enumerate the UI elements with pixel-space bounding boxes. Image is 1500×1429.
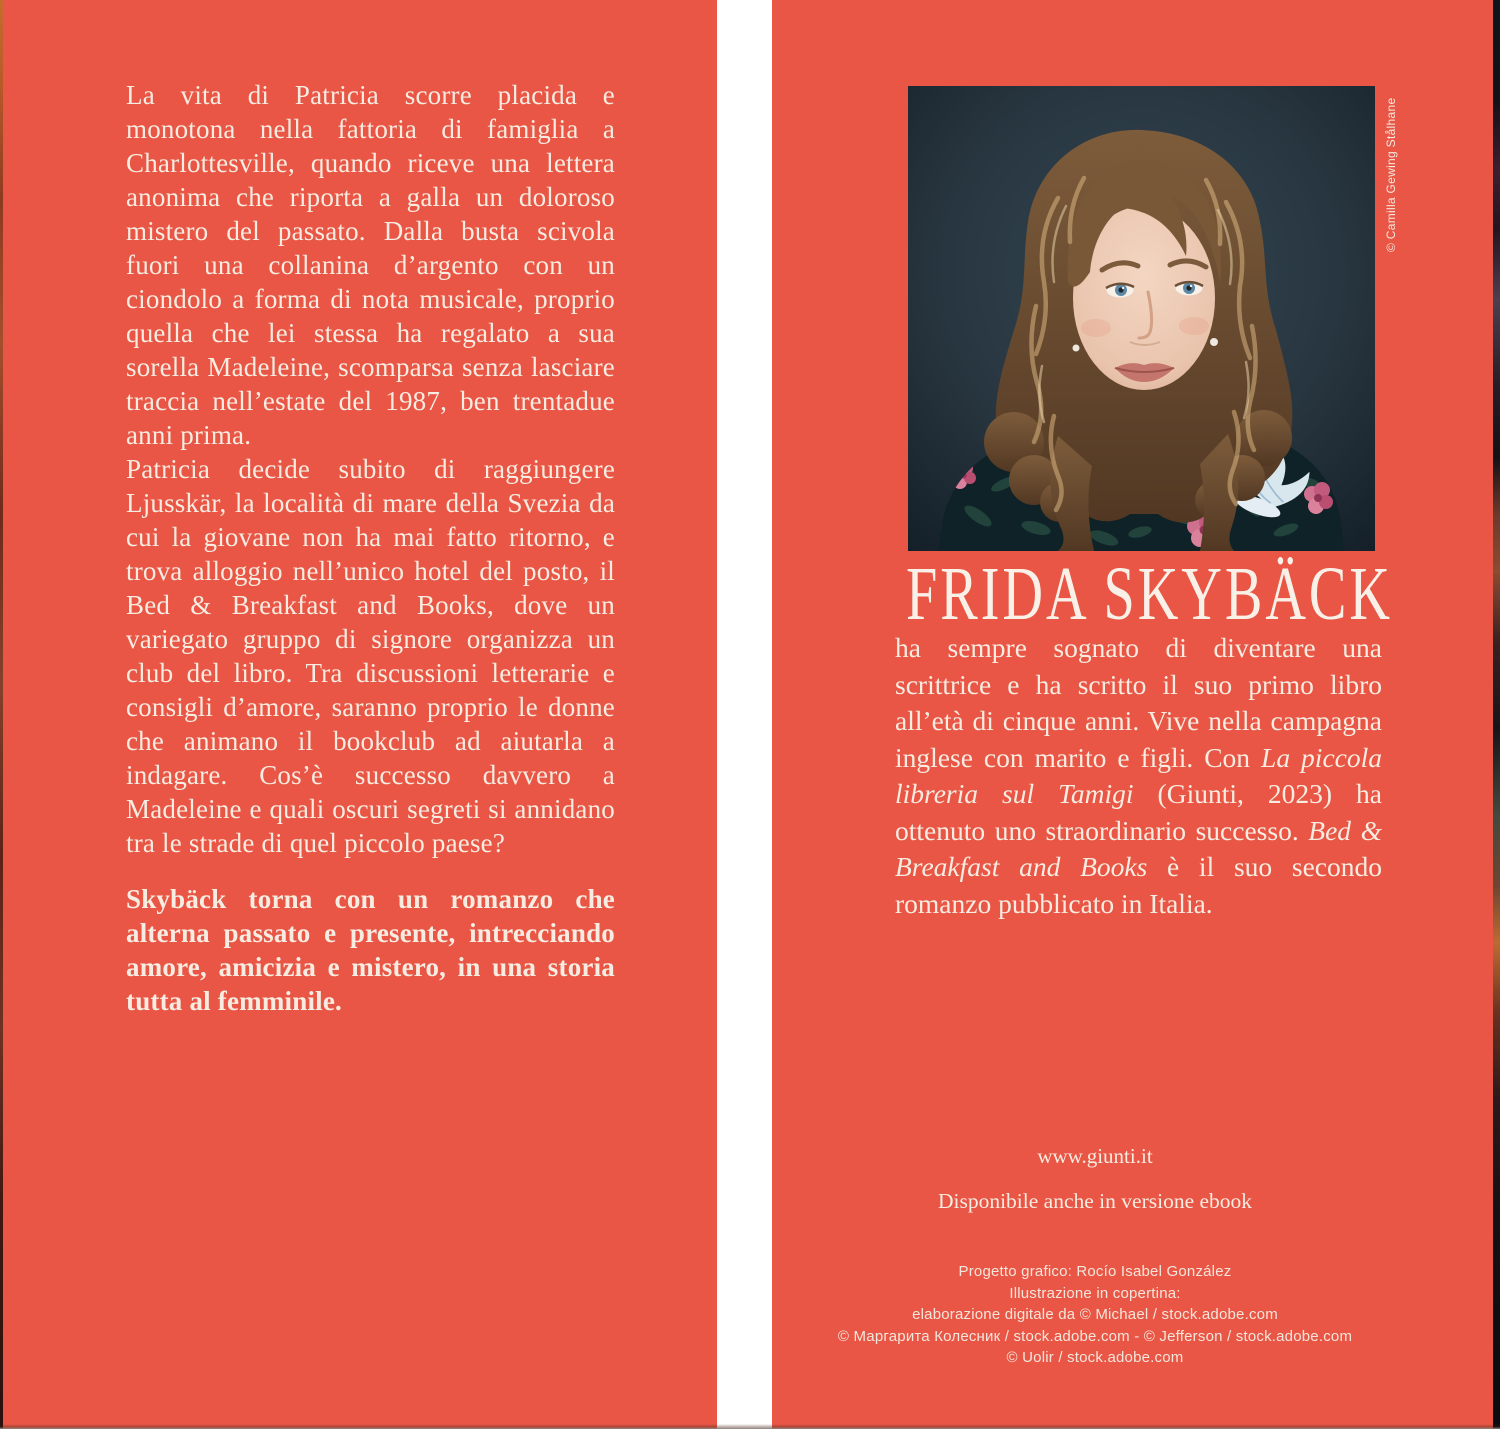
ebook-note: Disponibile anche in versione ebook: [937, 1189, 1253, 1213]
bio-book-title-2: Bed & Breakfast and Books: [895, 814, 1382, 882]
back-flap: [772, 0, 1493, 1429]
cover-edge-right: [1493, 0, 1500, 1429]
author-bio: [895, 630, 1382, 922]
photo-credit-text: © Camilla Gewing Stålhane: [1384, 97, 1398, 252]
earring-left: [1073, 345, 1080, 352]
credit-line: Progetto grafico: Rocío Isabel González: [958, 1263, 1232, 1280]
credit-line: elaborazione digitale da © Michael / stock.adobe.com: [912, 1306, 1278, 1323]
photo-credit: [1382, 86, 1402, 252]
author-name: FRIDA SKYBÄCK: [906, 552, 1393, 636]
synopsis-paragraph-2: Patricia decide subito di raggiungere Ljusskär, la località di mare della Svezia da cui la giovane non ha mai fatto ritorno, e trova alloggio nell’unico hotel del posto, il Bed & Breakfast and Books, dove un variegato gruppo di signore organizza un club del libro. Tra discussioni letterarie e consigli d’amore, saranno proprio le donne che animano il bookclub ad aiutarla a indagare. Cos’è successo davvero a Madeleine e quali oscuri segreti si annidano tra le strade di quel piccolo paese?: [126, 454, 615, 858]
author-photo: [908, 86, 1375, 551]
synopsis-text: [126, 78, 615, 1018]
bio-text: (Giunti, 2023) ha ottenuto uno straordinario successo.: [895, 778, 1383, 846]
bio-text: è il suo secondo romanzo pubblicato in Italia.: [895, 851, 1382, 919]
synopsis-paragraph-1: La vita di Patricia scorre placida e monotona nella fattoria di famiglia a Charlottesville, quando riceve una lettera anonima che riporta a galla un doloroso mistero del passato. Dalla busta scivola fuori una collanina d’argento con un ciondolo a forma di nota musicale, proprio quella che lei stessa ha regalato a sua sorella Madeleine, scomparsa senza lasciare traccia nell’estate del 1987, ben trentadue anni prima.: [126, 80, 615, 450]
credit-line: © Маргарита Колесник / stock.adobe.com - © Jefferson / stock.adobe.com: [837, 1327, 1353, 1345]
credits-block: [772, 1261, 1418, 1369]
credit-line: © Uolir / stock.adobe.com: [1006, 1349, 1184, 1366]
earring-right: [1210, 338, 1218, 346]
bio-book-title-1: La piccola libreria sul Tamigi: [895, 741, 1382, 809]
author-portrait-illustration: [908, 86, 1375, 551]
bio-text: ha sempre sognato di diventare una scrittrice e ha scritto il suo primo libro all’età di cinque anni. Vive nella campagna inglese con marito e figli. Con: [895, 632, 1382, 773]
website-url: www.giunti.it: [1037, 1144, 1153, 1168]
jacket-bottom-edge: [0, 1424, 1500, 1429]
synopsis-highlight-paragraph: Skybäck torna con un romanzo che alterna passato e presente, intrecciando amore, amicizia e mistero, in una storia tutta al femminile.: [126, 884, 615, 1016]
front-flap: [3, 0, 717, 1429]
credit-line: Illustrazione in copertina:: [1009, 1284, 1181, 1302]
